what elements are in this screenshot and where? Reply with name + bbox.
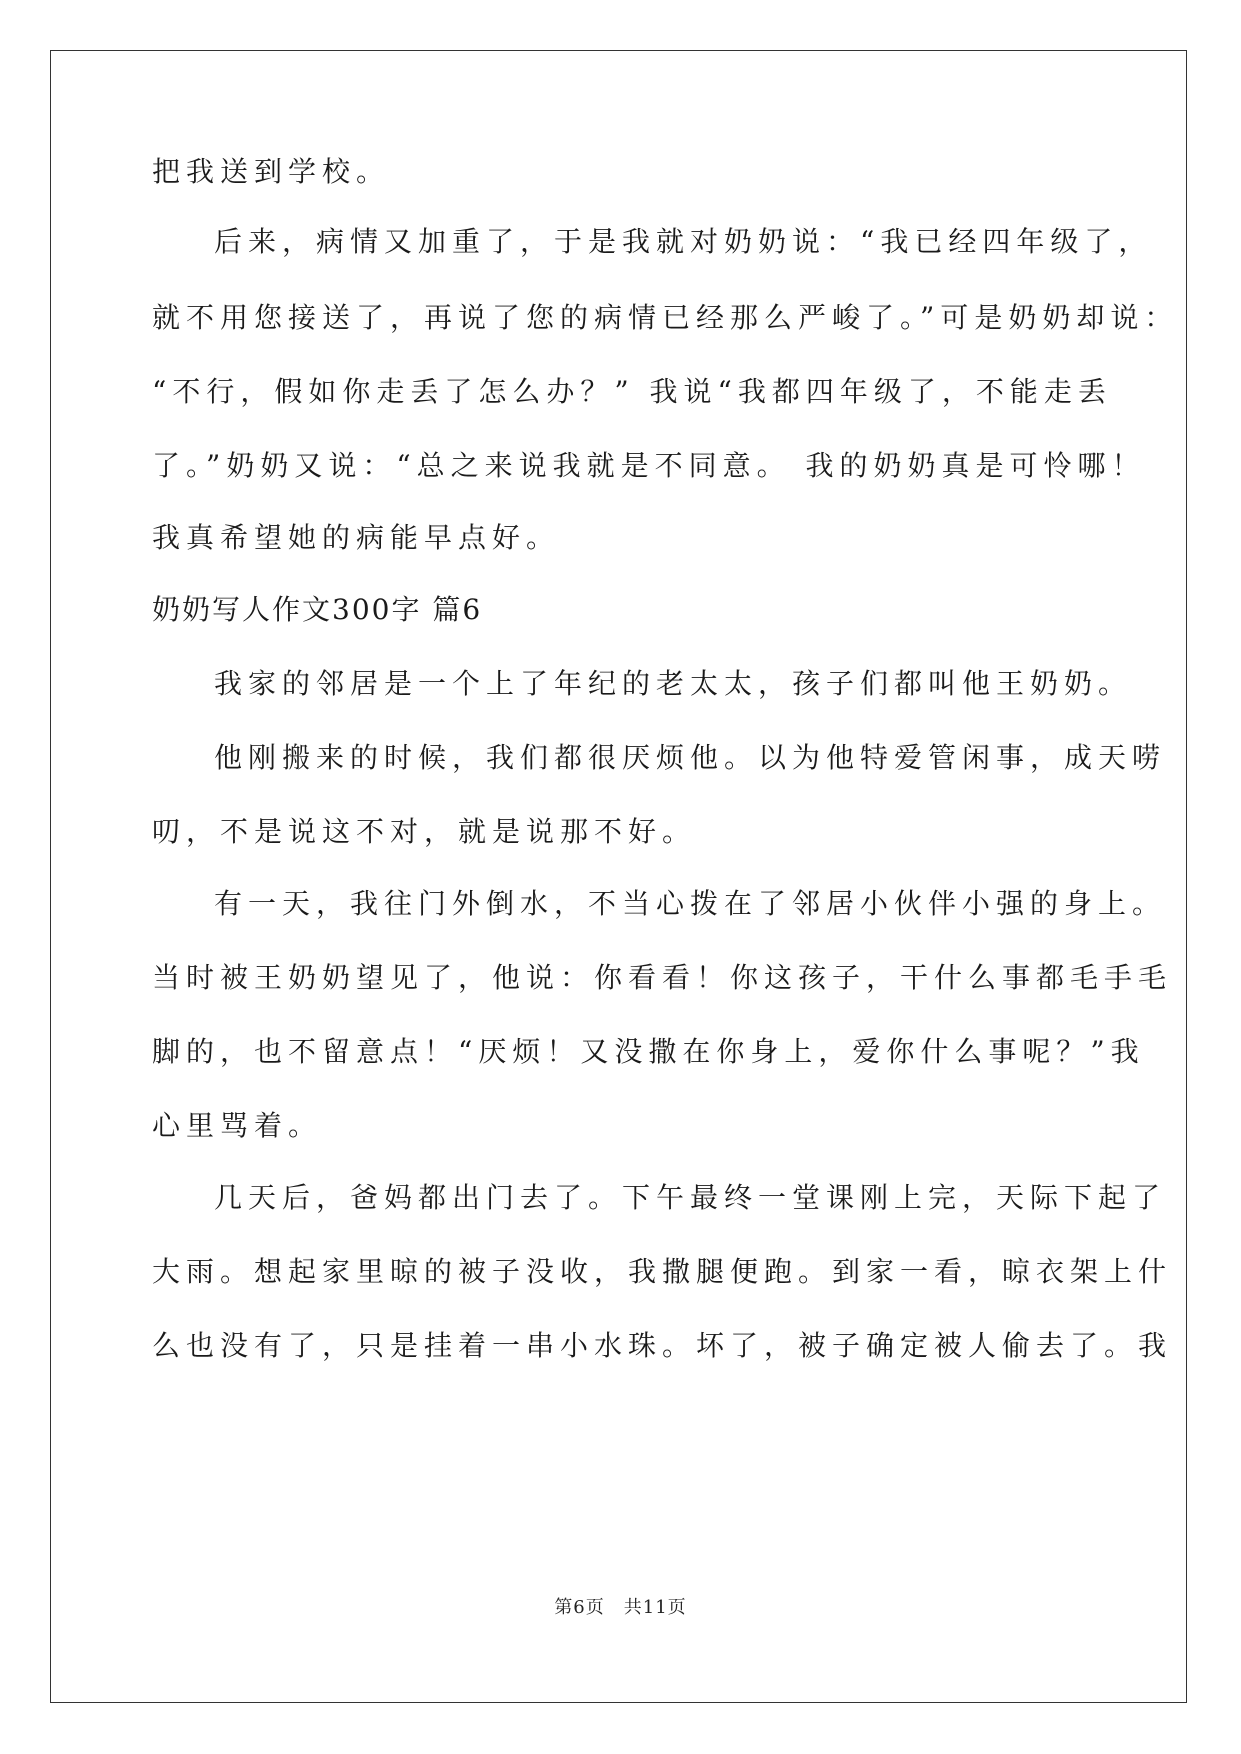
text-line-16: 大雨。想起家里晾的被子没收，我撒腿便跑。到家一看，晾衣架上什 bbox=[152, 1255, 1173, 1288]
section-heading: 奶奶写人作文300字 篇6 bbox=[152, 593, 483, 626]
text-line-8: 我家的邻居是一个上了年纪的老太太，孩子们都叫他王奶奶。 bbox=[214, 667, 1133, 700]
text-line-15: 几天后，爸妈都出门去了。下午最终一堂课刚上完，天际下起了 bbox=[214, 1181, 1167, 1214]
text-line-12: 当时被王奶奶望见了，他说：你看看！你这孩子，干什么事都毛手毛 bbox=[152, 961, 1173, 994]
text-line-5: 了。”奶奶又说：“总之来说我就是不同意。 我的奶奶真是可怜哪！ bbox=[152, 449, 1146, 482]
text-line-17: 么也没有了，只是挂着一串小水珠。坏了，被子确定被人偷去了。我 bbox=[152, 1329, 1173, 1362]
text-line-1: 把我送到学校。 bbox=[152, 155, 391, 188]
text-line-9: 他刚搬来的时候，我们都很厌烦他。以为他特爱管闲事，成天唠 bbox=[214, 741, 1167, 774]
text-line-3: 就不用您接送了，再说了您的病情已经那么严峻了。”可是奶奶却说： bbox=[152, 301, 1179, 334]
text-line-6: 我真希望她的病能早点好。 bbox=[152, 521, 561, 554]
text-line-14: 心里骂着。 bbox=[152, 1109, 323, 1142]
text-line-4: “不行，假如你走丢了怎么办？” 我说“我都四年级了，不能走丢 bbox=[152, 375, 1112, 408]
text-line-11: 有一天，我往门外倒水，不当心拨在了邻居小伙伴小强的身上。 bbox=[214, 887, 1167, 920]
text-line-10: 叨，不是说这不对，就是说那不好。 bbox=[152, 815, 697, 848]
text-line-2: 后来，病情又加重了，于是我就对奶奶说：“我已经四年级了， bbox=[214, 225, 1153, 258]
text-line-13: 脚的，也不留意点！“厌烦！又没撒在你身上，爱你什么事呢？”我 bbox=[152, 1035, 1145, 1068]
page-number-footer: 第6页 共11页 bbox=[554, 1597, 687, 1618]
